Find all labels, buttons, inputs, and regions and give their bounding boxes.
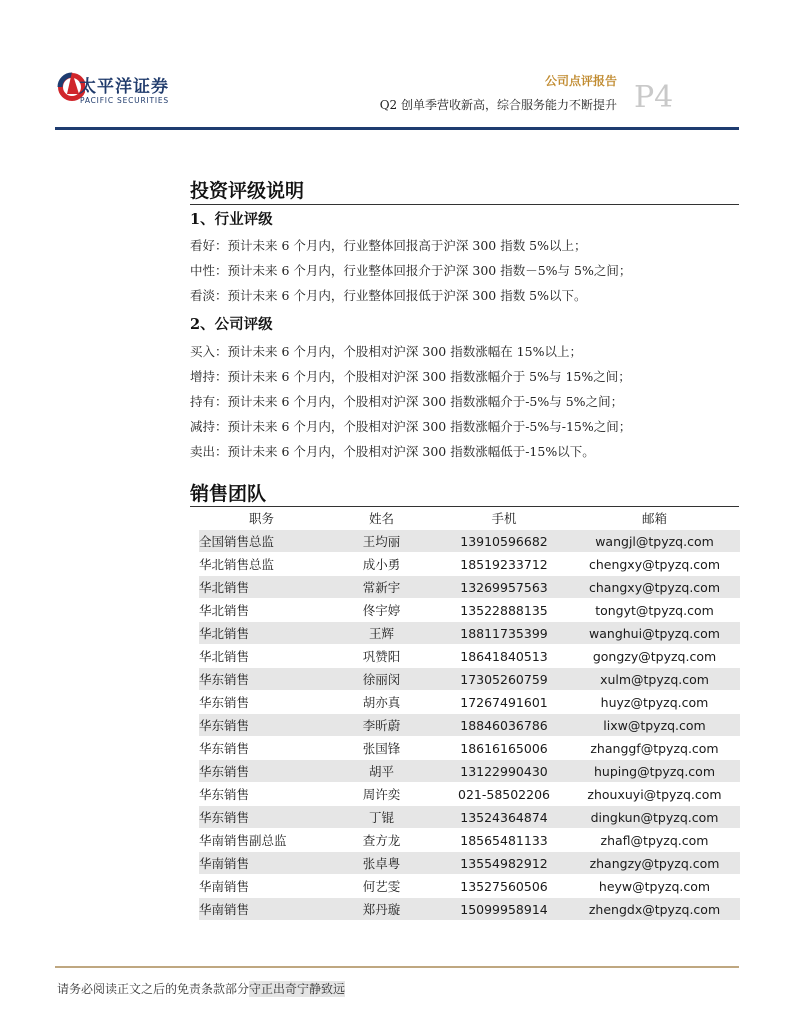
email-cell: huyz@tpyzq.com: [569, 691, 740, 714]
role-cell: 华南销售: [199, 898, 324, 921]
role-cell: 华东销售: [199, 737, 324, 760]
table-row: [199, 576, 740, 599]
role-cell: 华东销售: [199, 691, 324, 714]
sales-team-table: [199, 507, 740, 920]
role-cell: 华东销售: [199, 714, 324, 737]
brand-name-en: PACIFIC SECURITIES: [80, 96, 169, 105]
name-cell: 胡亦真: [324, 691, 439, 714]
phone-cell: 18519233712: [439, 553, 569, 576]
email-cell: gongzy@tpyzq.com: [569, 645, 740, 668]
footer-disclaimer: [57, 980, 345, 997]
role-cell: 华北销售: [199, 576, 324, 599]
table-row: [199, 691, 740, 714]
role-cell: 华东销售: [199, 760, 324, 783]
industry-rating-line: 中性：预计未来 6 个月内，行业整体回报介于沪深 300 指数－5%与 5%之间；: [190, 263, 632, 278]
name-cell: 胡平: [324, 760, 439, 783]
role-cell: 华北销售总监: [199, 553, 324, 576]
page-number: P4: [634, 80, 674, 115]
column-header: 职务: [248, 511, 274, 526]
email-cell: zhafl@tpyzq.com: [569, 829, 740, 852]
name-cell: 成小勇: [324, 553, 439, 576]
role-cell: 华南销售副总监: [199, 829, 324, 852]
role-cell: 华北销售: [199, 645, 324, 668]
phone-cell: 18616165006: [439, 737, 569, 760]
email-cell: heyw@tpyzq.com: [569, 875, 740, 898]
rating-section-title: 投资评级说明: [190, 180, 305, 202]
role-cell: 全国销售总监: [199, 530, 324, 553]
phone-cell: 13527560506: [439, 875, 569, 898]
table-row: [199, 645, 740, 668]
phone-cell: 13522888135: [439, 599, 569, 622]
phone-cell: 13524364874: [439, 806, 569, 829]
email-cell: zhangzy@tpyzq.com: [569, 852, 740, 875]
phone-cell: 18565481133: [439, 829, 569, 852]
table-header-row: [199, 507, 740, 530]
email-cell: chengxy@tpyzq.com: [569, 553, 740, 576]
report-title: Q2 创单季营收新高，综合服务能力不断提升: [379, 98, 617, 112]
email-cell: tongyt@tpyzq.com: [569, 599, 740, 622]
phone-cell: 18811735399: [439, 622, 569, 645]
phone-cell: 13122990430: [439, 760, 569, 783]
name-cell: 巩赞阳: [324, 645, 439, 668]
email-cell: zhengdx@tpyzq.com: [569, 898, 740, 921]
name-cell: 张国锋: [324, 737, 439, 760]
name-cell: 常新宇: [324, 576, 439, 599]
email-cell: lixw@tpyzq.com: [569, 714, 740, 737]
email-cell: xulm@tpyzq.com: [569, 668, 740, 691]
table-row: [199, 622, 740, 645]
email-cell: wangjl@tpyzq.com: [569, 530, 740, 553]
brand-name-cn: 太平洋证券: [79, 77, 169, 97]
table-row: [199, 599, 740, 622]
table-row: [199, 783, 740, 806]
rating-title-divider: [190, 204, 739, 205]
phone-cell: 13910596682: [439, 530, 569, 553]
email-cell: zhouxuyi@tpyzq.com: [569, 783, 740, 806]
table-row: [199, 530, 740, 553]
table-row: [199, 553, 740, 576]
column-header: 手机: [491, 511, 517, 526]
industry-rating-line: 看好：预计未来 6 个月内，行业整体回报高于沪深 300 指数 5%以上；: [190, 238, 587, 253]
name-cell: 王均丽: [324, 530, 439, 553]
role-cell: 华南销售: [199, 852, 324, 875]
footer-slogan: 守正出奇宁静致远: [249, 982, 346, 996]
name-cell: 张卓粤: [324, 852, 439, 875]
company-rating-line: 增持：预计未来 6 个月内，个股相对沪深 300 指数涨幅介于 5%与 15%之间；: [190, 369, 631, 384]
phone-cell: 18846036786: [439, 714, 569, 737]
role-cell: 华东销售: [199, 806, 324, 829]
name-cell: 徐丽闵: [324, 668, 439, 691]
email-cell: zhanggf@tpyzq.com: [569, 737, 740, 760]
company-rating-line: 买入：预计未来 6 个月内，个股相对沪深 300 指数涨幅在 15%以上；: [190, 344, 582, 359]
table-row: [199, 875, 740, 898]
column-header: 邮箱: [641, 511, 667, 526]
role-cell: 华北销售: [199, 622, 324, 645]
footer-notice: 请务必阅读正文之后的免责条款部分: [57, 982, 250, 996]
phone-cell: 18641840513: [439, 645, 569, 668]
name-cell: 李昕蔚: [324, 714, 439, 737]
phone-cell: 17305260759: [439, 668, 569, 691]
role-cell: 华东销售: [199, 783, 324, 806]
email-cell: huping@tpyzq.com: [569, 760, 740, 783]
phone-cell: 17267491601: [439, 691, 569, 714]
industry-rating-line: 看淡：预计未来 6 个月内，行业整体回报低于沪深 300 指数 5%以下。: [190, 288, 587, 303]
phone-cell: 13554982912: [439, 852, 569, 875]
table-row: [199, 760, 740, 783]
table-row: [199, 898, 740, 921]
company-rating-line: 持有：预计未来 6 个月内，个股相对沪深 300 指数涨幅介于-5%与 5%之间；: [190, 394, 624, 409]
role-cell: 华东销售: [199, 668, 324, 691]
email-cell: wanghui@tpyzq.com: [569, 622, 740, 645]
table-row: [199, 737, 740, 760]
phone-cell: 13269957563: [439, 576, 569, 599]
name-cell: 郑丹璇: [324, 898, 439, 921]
company-rating-line: 减持：预计未来 6 个月内，个股相对沪深 300 指数涨幅介于-5%与-15%之间；: [190, 419, 632, 434]
name-cell: 周许奕: [324, 783, 439, 806]
footer-divider: [55, 966, 739, 968]
industry-rating-heading: 1、行业评级: [190, 211, 273, 228]
phone-cell: 15099958914: [439, 898, 569, 921]
table-row: [199, 852, 740, 875]
name-cell: 王辉: [324, 622, 439, 645]
company-rating-line: 卖出：预计未来 6 个月内，个股相对沪深 300 指数涨幅低于-15%以下。: [190, 444, 595, 459]
name-cell: 何艺雯: [324, 875, 439, 898]
role-cell: 华北销售: [199, 599, 324, 622]
email-cell: dingkun@tpyzq.com: [569, 806, 740, 829]
table-row: [199, 714, 740, 737]
sales-section-title: 销售团队: [190, 483, 267, 505]
name-cell: 丁锟: [324, 806, 439, 829]
role-cell: 华南销售: [199, 875, 324, 898]
table-row: [199, 829, 740, 852]
header-divider: [55, 127, 739, 130]
column-header: 姓名: [368, 511, 394, 526]
name-cell: 查方龙: [324, 829, 439, 852]
table-row: [199, 806, 740, 829]
company-rating-heading: 2、公司评级: [190, 316, 273, 333]
table-row: [199, 668, 740, 691]
email-cell: changxy@tpyzq.com: [569, 576, 740, 599]
phone-cell: 021-58502206: [439, 783, 569, 806]
report-type: 公司点评报告: [544, 74, 617, 88]
name-cell: 佟宇婷: [324, 599, 439, 622]
